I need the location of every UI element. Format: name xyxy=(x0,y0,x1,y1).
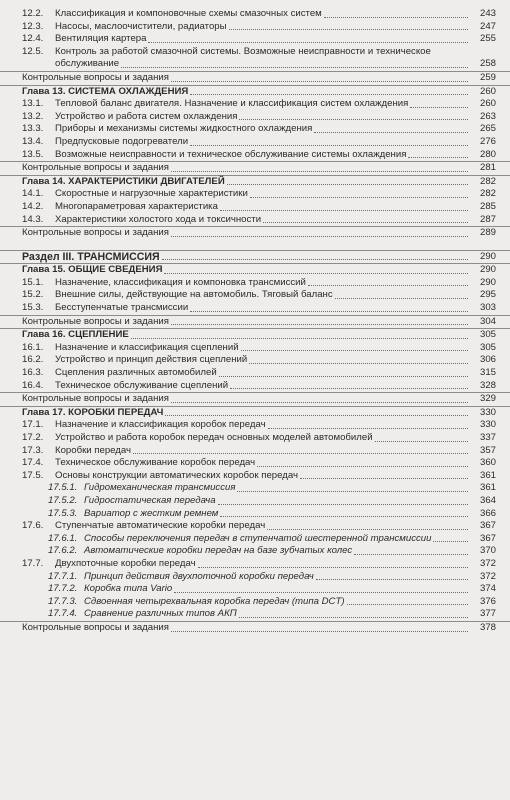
dot-leader xyxy=(268,427,470,429)
entry-number: 16.2. xyxy=(22,354,44,366)
entry-number: 17.7. xyxy=(22,557,44,569)
dot-leader xyxy=(263,221,470,223)
page-number: 367 xyxy=(468,533,496,546)
entry-number: 15.2. xyxy=(22,289,44,301)
dot-leader xyxy=(314,131,470,133)
chapter-entry xyxy=(0,263,510,277)
subsection-entry xyxy=(0,558,510,571)
entry-title: Тепловой баланс двигателя. Назначение и классификация систем охлаждения xyxy=(55,98,409,110)
entry-title: Двухпоточные коробки передач xyxy=(55,557,196,569)
subsection-entry xyxy=(0,123,510,136)
entry-number: 17.2. xyxy=(22,432,44,443)
subsection-entry xyxy=(0,354,510,367)
dot-leader xyxy=(171,170,470,172)
entry-number: 17.7.4. xyxy=(48,608,78,620)
entry-title: Устройство и работа коробок передач основных моделей автомобилей xyxy=(55,432,373,443)
entry-number: 17.5.3. xyxy=(48,507,78,519)
dot-leader xyxy=(239,118,470,120)
page-number: 377 xyxy=(468,608,496,621)
entry-number: 14.3. xyxy=(22,213,44,225)
entry-number: 17.6.2. xyxy=(48,545,78,557)
entry-title: Контрольные вопросы и задания xyxy=(22,227,169,239)
subsubsection-entry xyxy=(0,482,510,495)
page-number: 372 xyxy=(468,571,496,584)
subsection-entry xyxy=(0,277,510,290)
entry-title: Гидростатическая передача xyxy=(84,494,216,506)
page-number: 330 xyxy=(468,419,496,432)
subsection-entry xyxy=(0,214,510,227)
entry-title: Контроль за работой смазочной системы. Возможные неисправности и техническое обслуживание xyxy=(55,45,431,70)
entry-number: 13.4. xyxy=(22,135,44,147)
dot-leader xyxy=(131,337,470,339)
entry-number: 17.5.2. xyxy=(48,494,78,506)
page-number: 265 xyxy=(468,123,496,136)
entry-title: Назначение, классификация и компоновка трансмиссий xyxy=(55,276,306,288)
section-entry xyxy=(0,250,510,264)
page-number: 282 xyxy=(468,188,496,201)
entry-title: Коробка типа Vario xyxy=(84,583,173,595)
entry-title: Ступенчатые автоматические коробки передач xyxy=(55,520,266,532)
dot-leader xyxy=(171,401,470,403)
subsection-entry xyxy=(0,520,510,533)
entry-title: Многопараметровая характеристика xyxy=(55,200,218,212)
dot-leader xyxy=(121,66,470,68)
entry-number: 17.6.1. xyxy=(48,532,78,544)
dot-leader xyxy=(347,603,470,605)
entry-title: Автоматические коробки передач на базе зубчатых колес xyxy=(84,545,353,557)
entry-title: Контрольные вопросы и задания xyxy=(22,71,169,83)
review-questions-entry xyxy=(0,161,510,175)
dot-leader xyxy=(375,440,470,442)
dot-leader xyxy=(190,310,470,312)
page-number: 259 xyxy=(468,72,496,85)
entry-number: 12.3. xyxy=(22,20,44,32)
entry-title: Глава 14. ХАРАКТЕРИСТИКИ ДВИГАТЕЛЕЙ xyxy=(22,175,225,187)
entry-number: 15.3. xyxy=(22,302,44,314)
page-number: 260 xyxy=(468,98,496,111)
page-number: 305 xyxy=(468,342,496,355)
entry-title: Основы конструкции автоматических коробок передач xyxy=(55,469,298,481)
subsection-entry xyxy=(0,289,510,302)
page-number: 364 xyxy=(468,495,496,508)
entry-number: 17.4. xyxy=(22,457,44,469)
entry-title: Гидромеханическая трансмиссия xyxy=(84,482,236,494)
entry-number: 17.5. xyxy=(22,469,44,481)
entry-title: Характеристики холостого хода и токсичности xyxy=(55,213,262,225)
dot-leader xyxy=(162,258,470,260)
dot-leader xyxy=(148,41,470,43)
subsubsection-entry xyxy=(0,571,510,584)
subsection-entry xyxy=(0,21,510,34)
subsubsection-entry xyxy=(0,583,510,596)
dot-leader xyxy=(164,272,470,274)
page-number: 260 xyxy=(468,86,496,99)
entry-title: Предпусковые подогреватели xyxy=(55,135,189,147)
dot-leader xyxy=(241,349,470,351)
entry-title: Глава 17. КОРОБКИ ПЕРЕДАЧ xyxy=(22,406,164,418)
dot-leader xyxy=(433,540,470,542)
subsection-entry xyxy=(0,33,510,46)
entry-title: Сцепления различных автомобилей xyxy=(55,367,217,379)
subsection-entry xyxy=(0,8,510,21)
dot-leader xyxy=(171,235,470,237)
dot-leader xyxy=(198,566,470,568)
dot-leader xyxy=(190,144,470,146)
entry-title: Глава 15. ОБЩИЕ СВЕДЕНИЯ xyxy=(22,264,163,276)
dot-leader xyxy=(227,183,470,185)
entry-number: 17.7.2. xyxy=(48,583,78,595)
entry-title: Контрольные вопросы и задания xyxy=(22,162,169,174)
subsection-entry xyxy=(0,432,510,445)
dot-leader xyxy=(354,553,470,555)
subsection-entry xyxy=(0,201,510,214)
dot-leader xyxy=(249,362,470,364)
page-number: 372 xyxy=(468,558,496,571)
entry-number: 13.2. xyxy=(22,110,44,122)
page-number: 305 xyxy=(468,329,496,342)
subsection-entry xyxy=(0,111,510,124)
subsection-entry xyxy=(0,188,510,201)
entry-title: Контрольные вопросы и задания xyxy=(22,393,169,405)
chapter-entry xyxy=(0,406,510,420)
review-questions-entry xyxy=(0,71,510,85)
entry-title: Контрольные вопросы и задания xyxy=(22,315,169,327)
entry-title: Скоростные и нагрузочные характеристики xyxy=(55,188,248,200)
dot-leader xyxy=(165,414,470,416)
review-questions-entry xyxy=(0,226,510,240)
dot-leader xyxy=(267,528,470,530)
entry-number: 12.5. xyxy=(22,45,44,57)
dot-leader xyxy=(171,323,470,325)
entry-title: Насосы, маслоочистители, радиаторы xyxy=(55,20,227,32)
entry-number: 17.3. xyxy=(22,444,44,456)
dot-leader xyxy=(257,465,470,467)
page-number: 290 xyxy=(468,277,496,290)
subsection-entry xyxy=(0,470,510,483)
subsection-entry xyxy=(0,46,510,71)
subsection-entry xyxy=(0,342,510,355)
page-number: 304 xyxy=(468,316,496,329)
dot-leader xyxy=(229,28,470,30)
page-number: 306 xyxy=(468,354,496,367)
dot-leader xyxy=(335,297,470,299)
entry-title: Приборы и механизмы системы жидкостного охлаждения xyxy=(55,123,313,135)
page-number: 290 xyxy=(468,264,496,277)
page-number: 330 xyxy=(468,407,496,420)
entry-title: Назначение и классификация коробок передач xyxy=(55,419,266,431)
entry-number: 14.1. xyxy=(22,188,44,200)
entry-title: Сдвоенная четырехвальная коробка передач (типа DCT) xyxy=(84,595,345,607)
dot-leader xyxy=(218,503,470,505)
entry-number: 16.1. xyxy=(22,341,44,353)
page-number: 280 xyxy=(468,149,496,162)
subsubsection-entry xyxy=(0,495,510,508)
entry-title: Глава 13. СИСТЕМА ОХЛАЖДЕНИЯ xyxy=(22,85,189,97)
dot-leader xyxy=(174,591,470,593)
page-number: 367 xyxy=(468,520,496,533)
chapter-entry xyxy=(0,328,510,342)
page-number: 337 xyxy=(468,432,496,445)
review-questions-entry xyxy=(0,621,510,635)
dot-leader xyxy=(220,209,470,211)
entry-title: Сравнение различных типов АКП xyxy=(84,608,237,620)
page-number: 357 xyxy=(468,445,496,458)
dot-leader xyxy=(324,16,470,18)
dot-leader xyxy=(250,196,470,198)
page-number: 243 xyxy=(468,8,496,21)
page-number: 282 xyxy=(468,176,496,189)
entry-number: 12.4. xyxy=(22,33,44,45)
subsection-entry xyxy=(0,367,510,380)
entry-title: Вариатор с жестким ремнем xyxy=(84,507,219,519)
dot-leader xyxy=(239,616,470,618)
entry-title: Устройство и работа систем охлаждения xyxy=(55,110,238,122)
entry-title: Бесступенчатые трансмиссии xyxy=(55,302,189,314)
subsubsection-entry xyxy=(0,596,510,609)
dot-leader xyxy=(220,515,470,517)
subsection-entry xyxy=(0,98,510,111)
page-number: 287 xyxy=(468,214,496,227)
subsection-entry xyxy=(0,149,510,162)
dot-leader xyxy=(230,387,470,389)
page-number: 329 xyxy=(468,393,496,406)
subsubsection-entry xyxy=(0,533,510,546)
dot-leader xyxy=(410,106,470,108)
entry-title: Классификация и компоновочные схемы смазочных систем xyxy=(55,8,322,19)
subsection-entry xyxy=(0,457,510,470)
entry-number: 13.3. xyxy=(22,123,44,135)
entry-number: 17.7.1. xyxy=(48,570,78,582)
entry-title: Назначение и классификация сцеплений xyxy=(55,341,239,353)
entry-title: Глава 16. СЦЕПЛЕНИЕ xyxy=(22,329,129,341)
page-number: 247 xyxy=(468,21,496,34)
entry-title: Контрольные вопросы и задания xyxy=(22,621,169,633)
page-number: 263 xyxy=(468,111,496,124)
subsubsection-entry xyxy=(0,608,510,621)
page-number: 370 xyxy=(468,545,496,558)
entry-number: 17.6. xyxy=(22,520,44,532)
entry-number: 17.5.1. xyxy=(48,482,78,494)
dot-leader xyxy=(308,284,470,286)
page-number: 281 xyxy=(468,162,496,175)
entry-title: Коробки передач xyxy=(55,444,132,456)
subsection-entry xyxy=(0,136,510,149)
subsection-entry xyxy=(0,445,510,458)
page-number: 303 xyxy=(468,302,496,315)
entry-title: Раздел III. ТРАНСМИССИЯ xyxy=(22,250,160,263)
chapter-entry xyxy=(0,175,510,189)
dot-leader xyxy=(408,156,470,158)
dot-leader xyxy=(171,630,470,632)
entry-number: 14.2. xyxy=(22,200,44,212)
entry-number: 15.1. xyxy=(22,276,44,288)
page-number: 378 xyxy=(468,622,496,635)
page-number: 295 xyxy=(468,289,496,302)
page-number: 376 xyxy=(468,596,496,609)
page-number: 366 xyxy=(468,508,496,521)
entry-number: 16.4. xyxy=(22,379,44,391)
dot-leader xyxy=(171,80,470,82)
entry-number: 16.3. xyxy=(22,367,44,379)
entry-number: 17.1. xyxy=(22,419,44,431)
entry-title: Техническое обслуживание сцеплений xyxy=(55,379,229,391)
table-of-contents xyxy=(0,8,510,635)
subsubsection-entry xyxy=(0,545,510,558)
entry-title: Возможные неисправности и техническое обслуживание системы охлаждения xyxy=(55,148,407,160)
page-number: 328 xyxy=(468,380,496,393)
page-number: 290 xyxy=(468,251,496,264)
review-questions-entry xyxy=(0,392,510,406)
dot-leader xyxy=(190,93,470,95)
entry-title: Техническое обслуживание коробок передач xyxy=(55,457,256,469)
dot-leader xyxy=(133,452,470,454)
entry-number: 13.5. xyxy=(22,148,44,160)
entry-number: 17.7.3. xyxy=(48,595,78,607)
entry-title: Внешние силы, действующие на автомобиль. Тяговый баланс xyxy=(55,289,333,301)
subsection-entry xyxy=(0,302,510,315)
page-number: 361 xyxy=(468,470,496,483)
page-number: 255 xyxy=(468,33,496,46)
chapter-entry xyxy=(0,85,510,99)
page-number: 360 xyxy=(468,457,496,470)
entry-title: Принцип действия двухпоточной коробки передач xyxy=(84,570,314,582)
dot-leader xyxy=(300,477,470,479)
dot-leader xyxy=(316,578,470,580)
page-number: 315 xyxy=(468,367,496,380)
page-number: 285 xyxy=(468,201,496,214)
entry-title: Устройство и принцип действия сцеплений xyxy=(55,354,248,366)
entry-title: Вентиляция картера xyxy=(55,33,147,45)
subsubsection-entry xyxy=(0,508,510,521)
page-number: 276 xyxy=(468,136,496,149)
entry-title: Способы переключения передач в ступенчатой шестеренной трансмиссии xyxy=(84,532,432,544)
dot-leader xyxy=(237,490,470,492)
subsection-entry xyxy=(0,419,510,432)
dot-leader xyxy=(219,375,470,377)
page-number: 361 xyxy=(468,482,496,495)
page-number: 289 xyxy=(468,227,496,240)
entry-number: 13.1. xyxy=(22,98,44,110)
page-number: 258 xyxy=(468,58,496,71)
entry-number: 12.2. xyxy=(22,8,44,19)
page-number: 374 xyxy=(468,583,496,596)
review-questions-entry xyxy=(0,315,510,329)
subsection-entry xyxy=(0,380,510,393)
